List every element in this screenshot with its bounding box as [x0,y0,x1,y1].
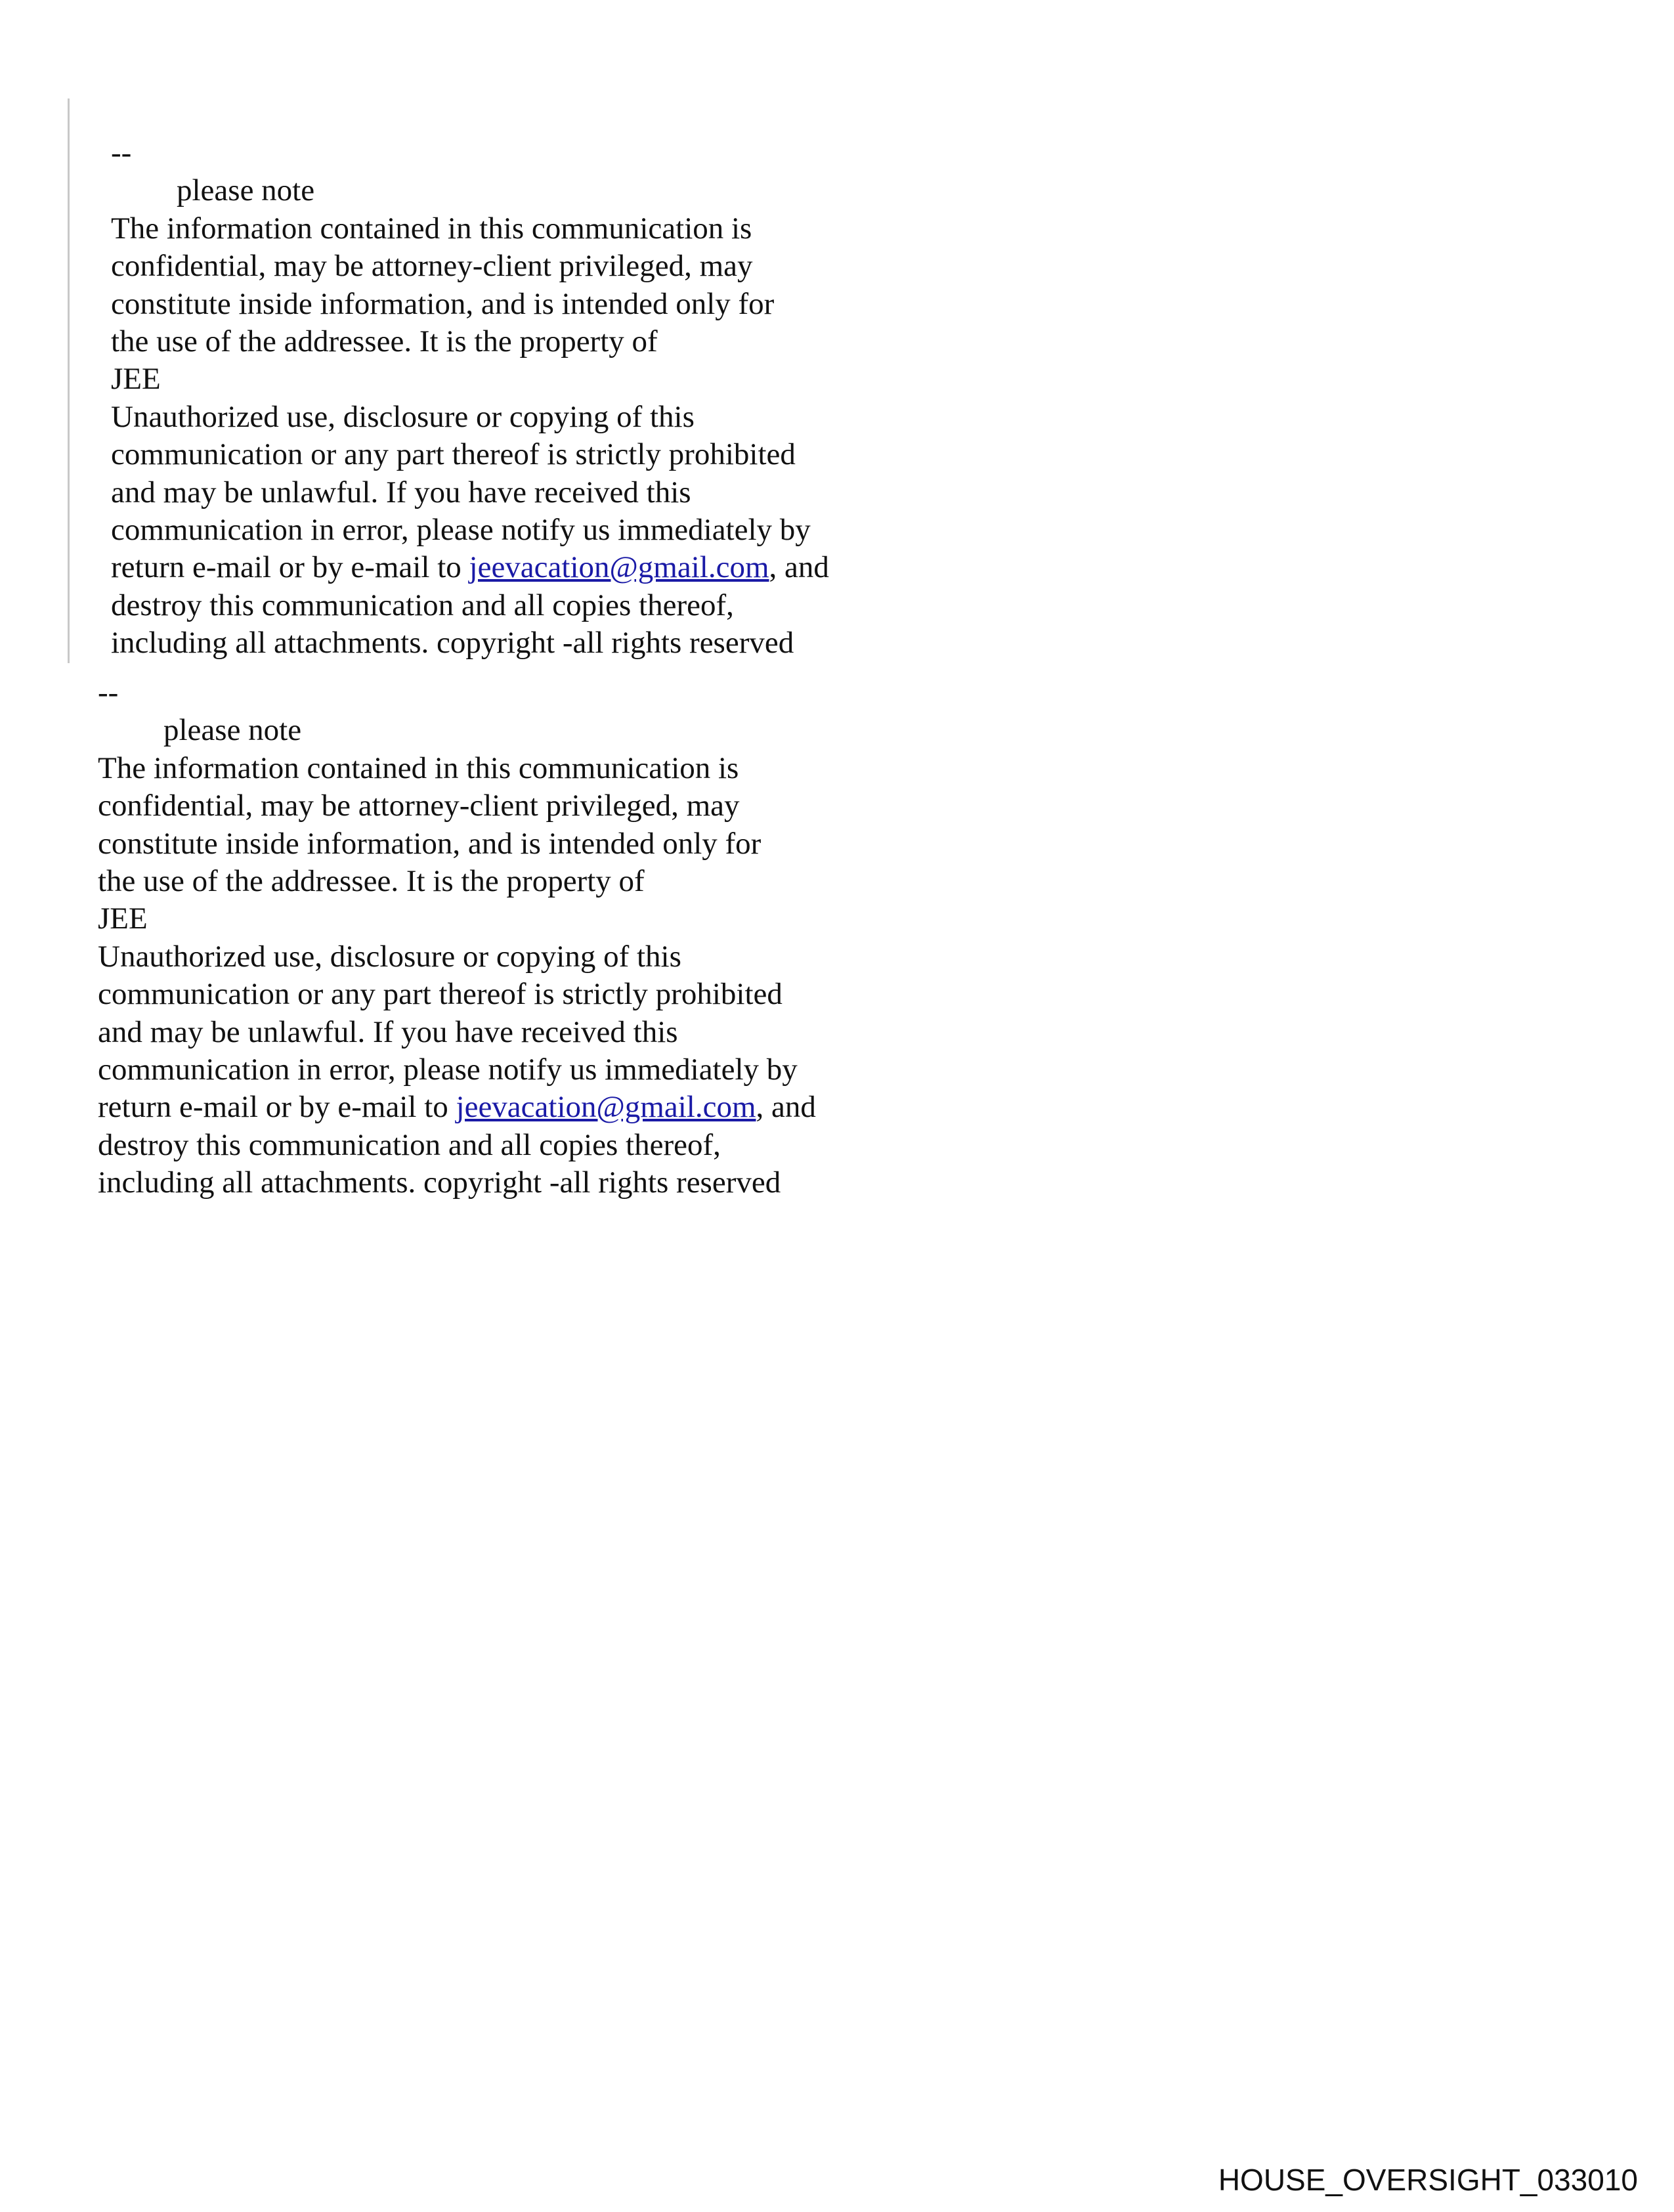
email-link[interactable]: jeevacation@gmail.com [469,550,769,585]
signature-separator: -- [98,676,119,710]
disclaimer-line: confidential, may be attorney-client privileged, may [98,789,740,823]
disclaimer-line: Unauthorized use, disclosure or copying of this [111,399,695,434]
disclaimer-line: The information contained in this communication is [98,750,739,785]
disclaimer-line: and may be unlawful. If you have received this [98,1014,678,1049]
disclaimer-line: destroy this communication and all copies thereof, [98,1127,721,1162]
note-heading: please note [177,173,315,208]
email-line [98,1089,816,1126]
disclaimer-line: communication or any part thereof is strictly prohibited [111,437,796,472]
bates-number: HOUSE_OVERSIGHT_033010 [1218,2163,1638,2197]
signature-block [98,674,816,1202]
disclaimer-line: communication in error, please notify us immediately by [111,512,811,547]
email-line-prefix: return e-mail or by e-mail to [111,550,469,585]
quote-bar [68,98,70,663]
email-line-suffix: , and [769,550,829,585]
disclaimer-line: Unauthorized use, disclosure or copying of this [98,939,681,974]
disclaimer-line: including all attachments. copyright -all rights reserved [98,1165,781,1200]
email-line-prefix: return e-mail or by e-mail to [98,1090,456,1125]
disclaimer-line: the use of the addressee. It is the property of [111,324,658,358]
note-heading: please note [163,713,302,748]
disclaimer-line: confidential, may be attorney-client privileged, may [111,249,753,284]
email-link[interactable]: jeevacation@gmail.com [456,1090,756,1125]
disclaimer-line: and may be unlawful. If you have received this [111,475,691,510]
disclaimer-line: constitute inside information, and is intended only for [98,826,762,861]
disclaimer-line: constitute inside information, and is intended only for [111,286,775,321]
disclaimer-line: including all attachments. copyright -all rights reserved [111,626,794,661]
disclaimer-line: JEE [111,362,161,397]
email-line-suffix: , and [756,1090,816,1125]
disclaimer-line: destroy this communication and all copies thereof, [111,588,734,622]
disclaimer-line: communication or any part thereof is strictly prohibited [98,977,783,1012]
quoted-signature-block [111,135,829,662]
disclaimer-line: communication in error, please notify us immediately by [98,1052,798,1087]
disclaimer-line: JEE [98,901,148,936]
disclaimer-line: the use of the addressee. It is the property of [98,863,645,898]
signature-separator: -- [111,136,132,170]
email-line [111,549,829,586]
disclaimer-line: The information contained in this communication is [111,211,752,246]
